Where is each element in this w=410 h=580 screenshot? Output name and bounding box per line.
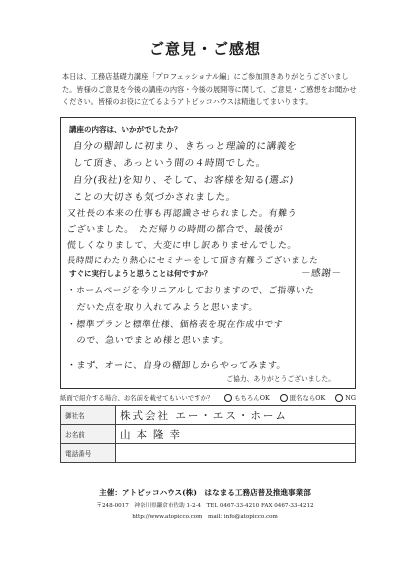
contact-form [60, 405, 356, 463]
question-1: 講座の内容は、いかがでしたか？ [69, 125, 182, 134]
answer-2-line: ので、急いでまとめ様と思います。 [66, 336, 230, 346]
company-value: 株式会社 エー・エス・ホーム [120, 409, 288, 422]
page-title: ご意見・ご感想 [148, 40, 261, 58]
company-label: 御社名 [61, 406, 116, 425]
radio-circle-icon [335, 394, 343, 402]
answer-1-line: 自分の棚卸しに初まり、きちっと理論的に講義を [72, 141, 298, 152]
company-field[interactable] [116, 406, 356, 425]
form-row-name [61, 425, 356, 444]
radio-circle-icon [224, 394, 232, 402]
form-row-phone [61, 444, 356, 463]
intro-text: 本日は、工務店基礎力講座「プロフェッショナル編」にご参加頂きありがとうございました。皆様のご意見を今後の講座の内容・今後の展開等に関して、ご意見・ご感想をお聞かせください。皆様のお役に立てるようアトピッコハウスは精進してまいります。 [62, 72, 357, 106]
answer-1-line: －感謝－ [300, 268, 343, 279]
phone-label: 電話番号 [61, 444, 116, 463]
name-label: お名前 [61, 425, 116, 444]
consent-row [60, 393, 356, 402]
footer [0, 487, 410, 520]
organizer: 主催：アトピッコハウス(株) はなまる工務店普及推進事業部 [99, 488, 311, 497]
answer-2-line: ・まず、オーに、自身の棚卸しからやってみます。 [66, 361, 287, 371]
radio-circle-icon [280, 394, 288, 402]
question-2: すぐに実行しようと思うことは何ですか？ [69, 269, 212, 278]
answer-1-line: 自分(我社)を知り、そして、お客様を知る(選ぶ) [72, 175, 295, 186]
consent-option-label: 匿名ならOK [289, 394, 326, 402]
consent-option-anonymous[interactable] [280, 393, 326, 402]
answer-1-line: ことの大切さも気づかされました。 [72, 192, 237, 203]
thanks-note: ご協力、ありがとうございました。 [226, 375, 335, 383]
consent-option-ng[interactable] [335, 393, 356, 402]
answer-1-line: 又社長の本来の仕事も再認識させられました。有難う [66, 209, 298, 219]
answer-2-line: だいた点を取り入れてみようと思います。 [66, 303, 259, 313]
answer-2-line: ・ホームページを今リニアルしておりますので、ご指導いた [66, 286, 315, 296]
consent-option-ok[interactable] [224, 393, 270, 402]
name-value: 山本隆幸 [120, 428, 186, 441]
form-row-company [61, 406, 356, 425]
feedback-card [60, 117, 356, 389]
address: 〒248-0017 神奈川県鎌倉市佐助 1-2-4 TEL 0467-33-4210 FAX 0467-33-4212 [96, 503, 314, 509]
consent-option-label: NG [345, 393, 356, 402]
answer-1-line: して頂き、あっという間の４時間でした。 [72, 158, 267, 169]
consent-option-label: もちろんOK [234, 394, 270, 402]
answer-2-line: ・標準プランと標準仕様、価格表を現在作成中です [66, 320, 284, 330]
answer-1-line: ございました。 ただ帰りの時間の都合で、最後が [66, 225, 284, 235]
answer-1-line: 長時間にわたり熱心にセミナーをして頂き有難うございました [66, 255, 319, 265]
answer-1-line: 慌しくなりまして、大変に申し訳ありませんでした。 [66, 241, 298, 251]
web-contact: http://www.atopicco.com mail: info@atopicco.com [132, 514, 278, 520]
consent-label: 紙面で紹介する場合、お名前を載せてもいいですか？ [60, 394, 214, 402]
name-field[interactable] [116, 425, 356, 444]
phone-field[interactable] [116, 444, 356, 463]
